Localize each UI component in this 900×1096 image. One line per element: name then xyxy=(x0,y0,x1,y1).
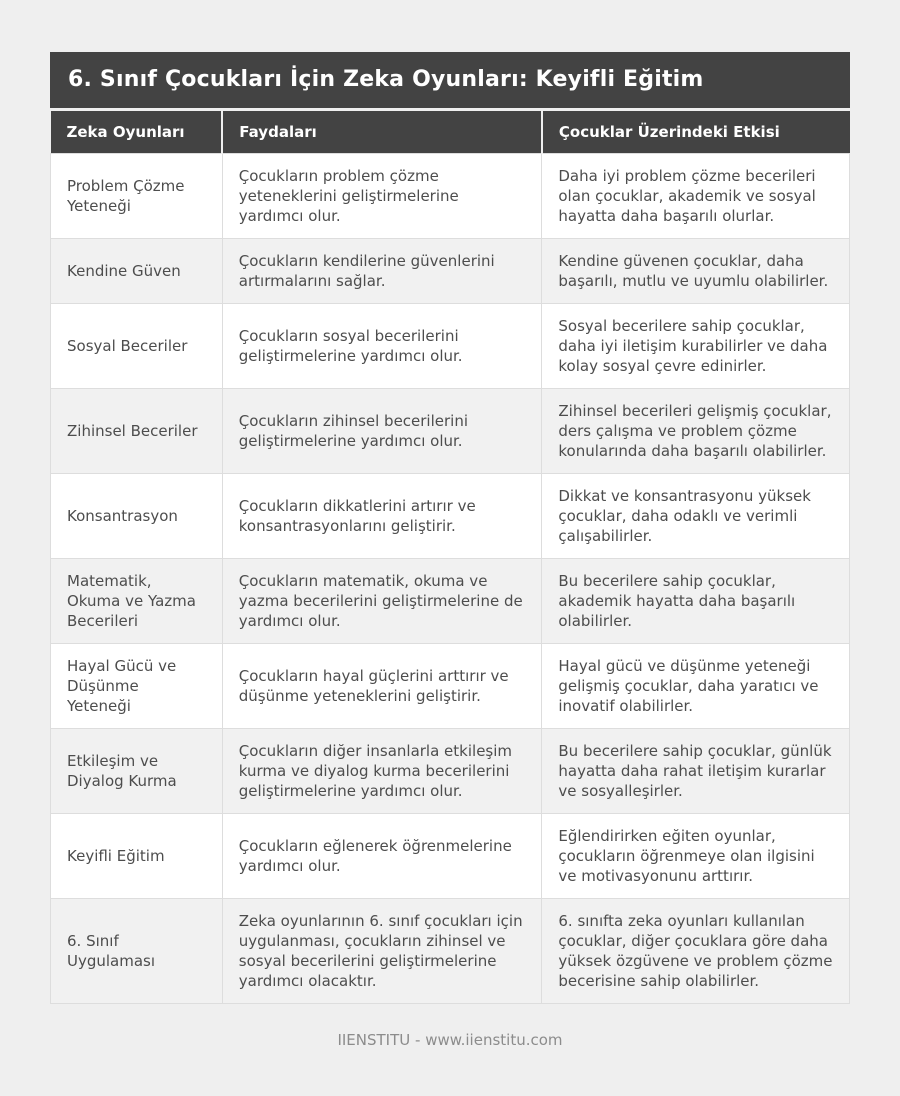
table-body xyxy=(51,154,850,1004)
table-row xyxy=(51,239,850,304)
page-title: 6. Sınıf Çocukları İçin Zeka Oyunları: Keyifli Eğitim xyxy=(50,52,850,108)
cell-zeka-oyunu: Etkileşim ve Diyalog Kurma xyxy=(51,729,223,814)
cell-zeka-oyunu: Hayal Gücü ve Düşünme Yeteneği xyxy=(51,644,223,729)
cell-etki: Eğlendirirken eğiten oyunlar, çocukların öğrenmeye olan ilgisini ve motivasyonunu arttırır. xyxy=(542,814,850,899)
cell-etki: Daha iyi problem çözme becerileri olan çocuklar, akademik ve sosyal hayatta daha başarılı olurlar. xyxy=(542,154,850,239)
cell-zeka-oyunu: Keyifli Eğitim xyxy=(51,814,223,899)
cell-zeka-oyunu: Konsantrasyon xyxy=(51,474,223,559)
table-row xyxy=(51,559,850,644)
cell-etki: 6. sınıfta zeka oyunları kullanılan çocuklar, diğer çocuklara göre daha yüksek özgüvene ve problem çözme becerisine sahip olabilirler. xyxy=(542,899,850,1004)
cell-etki: Bu becerilere sahip çocuklar, akademik hayatta daha başarılı olabilirler. xyxy=(542,559,850,644)
zeka-oyunlari-table xyxy=(50,111,850,1004)
cell-etki: Dikkat ve konsantrasyonu yüksek çocuklar, daha odaklı ve verimli çalışabilirler. xyxy=(542,474,850,559)
cell-fayda: Çocukların eğlenerek öğrenmelerine yardımcı olur. xyxy=(222,814,542,899)
table-row xyxy=(51,729,850,814)
cell-etki: Sosyal becerilere sahip çocuklar, daha iyi iletişim kurabilirler ve daha kolay sosyal çevre edinirler. xyxy=(542,304,850,389)
table-row xyxy=(51,814,850,899)
cell-etki: Hayal gücü ve düşünme yeteneği gelişmiş çocuklar, daha yaratıcı ve inovatif olabilirler. xyxy=(542,644,850,729)
cell-etki: Bu becerilere sahip çocuklar, günlük hayatta daha rahat iletişim kurarlar ve sosyalleşirler. xyxy=(542,729,850,814)
header-row xyxy=(51,111,850,154)
cell-zeka-oyunu: 6. Sınıf Uygulaması xyxy=(51,899,223,1004)
cell-fayda: Çocukların kendilerine güvenlerini artırmalarını sağlar. xyxy=(222,239,542,304)
cell-fayda: Çocukların matematik, okuma ve yazma becerilerini geliştirmelerine de yardımcı olur. xyxy=(222,559,542,644)
table-row xyxy=(51,474,850,559)
table-row xyxy=(51,389,850,474)
column-header-zeka-oyunlari: Zeka Oyunları xyxy=(51,111,223,154)
cell-fayda: Çocukların sosyal becerilerini geliştirmelerine yardımcı olur. xyxy=(222,304,542,389)
cell-etki: Kendine güvenen çocuklar, daha başarılı, mutlu ve uyumlu olabilirler. xyxy=(542,239,850,304)
table-row xyxy=(51,154,850,239)
cell-fayda: Çocukların zihinsel becerilerini geliştirmelerine yardımcı olur. xyxy=(222,389,542,474)
footer-credit: IIENSTITU - www.iienstitu.com xyxy=(337,1031,563,1049)
table-row xyxy=(51,899,850,1004)
cell-zeka-oyunu: Sosyal Beceriler xyxy=(51,304,223,389)
cell-zeka-oyunu: Kendine Güven xyxy=(51,239,223,304)
column-header-cocuklar-uzerindeki-etkisi: Çocuklar Üzerindeki Etkisi xyxy=(542,111,850,154)
table-header xyxy=(51,111,850,154)
cell-zeka-oyunu: Zihinsel Beceriler xyxy=(51,389,223,474)
column-header-faydalari: Faydaları xyxy=(222,111,542,154)
cell-fayda: Çocukların diğer insanlarla etkileşim kurma ve diyalog kurma becerilerini geliştirmelerine yardımcı olur. xyxy=(222,729,542,814)
cell-etki: Zihinsel becerileri gelişmiş çocuklar, ders çalışma ve problem çözme konularında daha başarılı olabilirler. xyxy=(542,389,850,474)
table-row xyxy=(51,644,850,729)
cell-fayda: Çocukların dikkatlerini artırır ve konsantrasyonlarını geliştirir. xyxy=(222,474,542,559)
cell-fayda: Çocukların problem çözme yeteneklerini geliştirmelerine yardımcı olur. xyxy=(222,154,542,239)
cell-zeka-oyunu: Problem Çözme Yeteneği xyxy=(51,154,223,239)
cell-fayda: Çocukların hayal güçlerini arttırır ve düşünme yeteneklerini geliştirir. xyxy=(222,644,542,729)
cell-fayda: Zeka oyunlarının 6. sınıf çocukları için uygulanması, çocukların zihinsel ve sosyal becerilerini geliştirmelerine yardımcı olacaktır. xyxy=(222,899,542,1004)
cell-zeka-oyunu: Matematik, Okuma ve Yazma Becerileri xyxy=(51,559,223,644)
table-row xyxy=(51,304,850,389)
